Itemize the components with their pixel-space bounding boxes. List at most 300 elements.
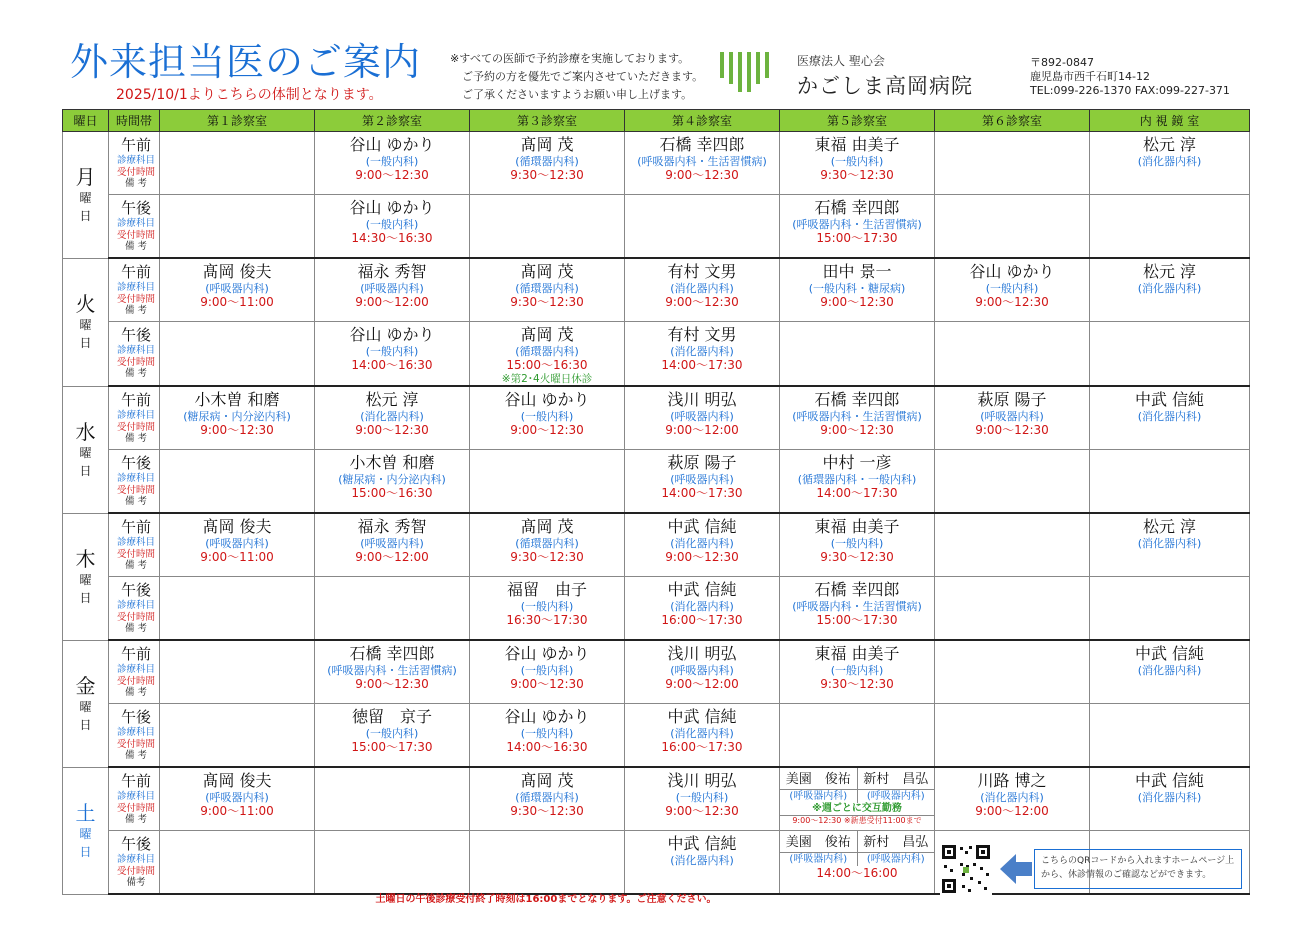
field-label: 備 考 <box>124 496 148 507</box>
day-name: 月 <box>75 164 96 189</box>
slot-label: 午前 <box>120 518 151 536</box>
field-label: 備 考 <box>124 241 148 252</box>
reception-hours: 9:00～12:30 <box>665 804 739 818</box>
field-label: 診療科目 <box>116 664 155 675</box>
room-cell <box>315 450 470 514</box>
room-cell <box>625 704 780 768</box>
reception-hours: 15:00～17:30 <box>816 613 898 627</box>
day-cell <box>63 767 109 894</box>
reception-hours: 9:00～12:30 <box>355 423 429 437</box>
room-cell <box>780 513 935 577</box>
reception-hours: 9:00～12:30 <box>665 550 739 564</box>
doctor-dept: (一般内科) <box>830 155 884 168</box>
time-slot-cell <box>109 258 160 322</box>
day-name: 土 <box>75 800 96 825</box>
doctor-dept: (消化器内科) <box>1137 537 1202 550</box>
reception-hours: 9:00～12:30 <box>510 423 584 437</box>
room-cell <box>470 322 625 387</box>
room-cell <box>160 195 315 259</box>
room-cell <box>160 640 315 704</box>
time-slot-cell <box>109 386 160 450</box>
field-label: 受付時間 <box>116 293 155 305</box>
time-slot-cell <box>109 704 160 768</box>
reception-hours: 16:30～17:30 <box>506 613 588 627</box>
reception-hours: 9:00～12:30 <box>510 677 584 691</box>
col-header: 内 視 鏡 室 <box>1090 110 1250 132</box>
schedule-row <box>63 513 1250 577</box>
col-header: 第６診察室 <box>935 110 1090 132</box>
reception-hours: 15:00～17:30 <box>351 740 433 754</box>
doctor-dept: (呼吸器内科・生活習慣病) <box>792 600 922 613</box>
doctor-dept: (消化器内科) <box>980 791 1044 804</box>
doctor-dept: (呼吸器内科) <box>670 473 734 486</box>
room-cell <box>935 195 1090 259</box>
doctor-dept: (消化器内科) <box>670 537 734 550</box>
reception-hours: 9:30～12:30 <box>510 295 584 309</box>
doctor-name: 東福 由美子 <box>814 644 900 663</box>
schedule-row <box>63 704 1250 768</box>
room-cell <box>780 322 935 387</box>
reception-hours: 15:00～16:30 <box>351 486 433 500</box>
room-cell <box>1090 577 1250 641</box>
time-slot-cell <box>109 831 160 895</box>
page-subtitle: 2025/10/1よりこちらの体制となります。 <box>116 87 383 103</box>
time-slot-cell <box>109 322 160 387</box>
reception-hours: 14:00～16:30 <box>351 358 433 372</box>
doctor-name: 有村 文男 <box>667 262 737 281</box>
field-label: 受付時間 <box>116 802 155 814</box>
room-cell <box>780 195 935 259</box>
room-cell <box>1090 258 1250 322</box>
reception-hours: 9:00～11:00 <box>200 804 274 818</box>
reception-hours: 9:00～12:00 <box>975 804 1049 818</box>
room-cell <box>780 258 935 322</box>
col-header: 時間帯 <box>109 110 160 132</box>
qr-code-icon[interactable] <box>940 843 992 895</box>
field-label: 診療科目 <box>116 854 155 865</box>
reception-hours: 16:00～17:30 <box>661 613 743 627</box>
doctor-name: 中武 信純 <box>667 580 737 599</box>
slot-label: 午前 <box>120 136 151 154</box>
room-cell <box>470 767 625 831</box>
slot-label: 午後 <box>120 581 151 599</box>
reception-hours: 14:00～16:00 <box>816 866 898 880</box>
doctor-name: 石橋 幸四郎 <box>659 135 745 154</box>
doctor-dept: (一般内科) <box>520 664 574 677</box>
day-suffix: 曜 <box>79 699 92 714</box>
room-cell <box>625 767 780 831</box>
field-label: 受付時間 <box>116 738 155 750</box>
room-cell <box>1090 513 1250 577</box>
time-slot-cell <box>109 132 160 195</box>
room-cell <box>935 577 1090 641</box>
col-header: 第１診察室 <box>160 110 315 132</box>
doctor-dept: (消化器内科) <box>1137 410 1202 423</box>
doctor-name: 中武 信純 <box>1134 771 1205 790</box>
reception-hours: 15:00～17:30 <box>816 231 898 245</box>
doctor-dept: (一般内科) <box>520 600 574 613</box>
room-cell <box>935 704 1090 768</box>
doctor-name: 福永 秀智 <box>357 517 427 536</box>
room-cell <box>470 258 625 322</box>
doctor-name: 萩原 陽子 <box>667 453 737 472</box>
room-cell <box>470 450 625 514</box>
doctor-dept: (一般内科) <box>365 727 419 740</box>
room-cell <box>315 767 470 831</box>
saturday-notice: 土曜日の午後診療受付終了時刻は16:00までとなります。ご注意ください。 <box>375 894 717 905</box>
doctor-dept: (消化器内科) <box>1137 155 1202 168</box>
day-suffix: 曜 <box>79 445 92 460</box>
room-cell <box>315 386 470 450</box>
doctor-name: 石橋 幸四郎 <box>814 198 900 217</box>
room-cell <box>935 767 1090 831</box>
doctor-dept: (消化器内科) <box>670 345 734 358</box>
day-suffix: 曜 <box>79 190 92 205</box>
col-header: 第２診察室 <box>315 110 470 132</box>
doctor-dept: (一般内科) <box>675 791 729 804</box>
reception-hours: 9:30～12:30 <box>820 168 894 182</box>
doctor-dept: (消化器内科) <box>670 727 734 740</box>
doctor-name: 東福 由美子 <box>814 517 900 536</box>
doctor-name: 田中 景一 <box>822 262 892 281</box>
doctor-name: 髙岡 俊夫 <box>202 771 272 790</box>
reception-hours: 14:00～17:30 <box>816 486 898 500</box>
room-cell <box>780 640 935 704</box>
reception-hours: 9:00～11:00 <box>200 295 274 309</box>
reception-hours: 9:30～12:30 <box>820 550 894 564</box>
room-cell <box>160 386 315 450</box>
room-cell <box>160 322 315 387</box>
day-suffix: 曜 <box>79 318 92 332</box>
time-slot-cell <box>109 767 160 831</box>
time-slot-cell <box>109 195 160 259</box>
field-label: 診療科目 <box>116 218 155 229</box>
doctor-dept: (糖尿病・内分泌内科) <box>338 473 446 486</box>
room-cell <box>625 322 780 387</box>
doctor-dept: (一般内科) <box>830 537 884 550</box>
doctor-dept: (一般内科) <box>520 410 574 423</box>
doctor-name: 新村 昌弘 <box>863 772 929 787</box>
room-cell <box>470 513 625 577</box>
slot-label: 午前 <box>120 263 151 281</box>
field-label: 診療科目 <box>116 600 155 611</box>
field-label: 備 考 <box>124 560 148 571</box>
reception-hours: 9:00～12:30 <box>355 677 429 691</box>
slot-label: 午後 <box>120 708 151 726</box>
reception-hours: 9:00～12:30 <box>665 295 739 309</box>
doctor-dept: (一般内科) <box>365 218 419 231</box>
room-cell <box>1090 322 1250 387</box>
doctor-dept: (呼吸器内科) <box>858 852 935 866</box>
room-cell <box>470 132 625 195</box>
room-cell <box>935 132 1090 195</box>
schedule-row <box>63 767 1250 831</box>
field-label: 診療科目 <box>116 282 155 293</box>
col-header: 第４診察室 <box>625 110 780 132</box>
header-row <box>63 110 1250 132</box>
doctor-dept: (呼吸器内科) <box>780 852 857 866</box>
day-suffix: 日 <box>79 208 92 223</box>
address-block <box>1030 56 1230 98</box>
doctor-dept: (呼吸器内科) <box>780 789 857 803</box>
doctor-name: 中武 信純 <box>667 834 737 853</box>
shared-doctors <box>780 768 934 803</box>
reservation-notice <box>450 50 703 104</box>
doctor-dept: (一般内科) <box>365 155 419 168</box>
room-cell <box>780 831 935 895</box>
arrow-left-icon <box>998 851 1034 887</box>
day-suffix: 日 <box>79 463 92 478</box>
col-header: 第５診察室 <box>780 110 935 132</box>
reception-hours: 9:00～12:00 <box>355 295 429 309</box>
doctor-name: 浅川 明弘 <box>667 771 737 790</box>
room-cell <box>315 577 470 641</box>
shared-doctor <box>780 768 858 803</box>
doctor-name: 徳留 京子 <box>351 707 432 726</box>
room-cell <box>935 258 1090 322</box>
field-label: 診療科目 <box>116 410 155 421</box>
doctor-dept: (一般内科・糖尿病) <box>808 282 906 295</box>
doctor-name: 石橋 幸四郎 <box>814 580 900 599</box>
doctor-dept: (糖尿病・内分泌内科) <box>183 410 291 423</box>
doctor-name: 川路 博之 <box>977 771 1047 790</box>
room-cell <box>160 258 315 322</box>
doctor-name: 中武 信純 <box>667 517 737 536</box>
reception-hours: 9:00～12:00 <box>665 677 739 691</box>
postal-code: 〒892-0847 <box>1030 56 1094 69</box>
doctor-dept: (一般内科) <box>985 282 1039 295</box>
doctor-dept: (呼吸器内科) <box>205 537 269 550</box>
doctor-name: 髙岡 俊夫 <box>202 262 272 281</box>
room-cell <box>780 132 935 195</box>
room-cell <box>935 513 1090 577</box>
room-cell <box>470 386 625 450</box>
field-label: 診療科目 <box>116 537 155 548</box>
reception-hours: 9:00～12:30 <box>355 168 429 182</box>
field-label: 診療科目 <box>116 791 155 802</box>
day-name: 木 <box>75 546 96 571</box>
field-label: 備 考 <box>124 368 148 379</box>
reception-hours: 9:30～12:30 <box>510 550 584 564</box>
reception-hours: 9:00～12:30 <box>975 295 1049 309</box>
day-suffix: 曜 <box>79 572 92 587</box>
field-label: 備 考 <box>124 178 148 189</box>
room-cell <box>780 767 935 831</box>
doctor-dept: (呼吸器内科) <box>980 410 1044 423</box>
reception-hours: 9:00～12:00 <box>355 550 429 564</box>
room-cell <box>160 831 315 895</box>
day-suffix: 日 <box>79 844 92 859</box>
doctor-dept: (呼吸器内科) <box>670 410 734 423</box>
slot-label: 午前 <box>120 391 151 409</box>
doctor-name: 萩原 陽子 <box>977 390 1047 409</box>
reception-hours: 9:30～12:30 <box>510 168 584 182</box>
time-slot-cell <box>109 513 160 577</box>
doctor-name: 谷山 ゆかり <box>504 644 590 663</box>
reception-hours: 9:00～12:30 <box>820 423 894 437</box>
field-label: 受付時間 <box>116 865 155 877</box>
doctor-name: 福留 由子 <box>506 580 587 599</box>
doctor-dept: (循環器内科) <box>515 791 579 804</box>
doctor-name: 谷山 ゆかり <box>349 135 435 154</box>
room-cell <box>470 640 625 704</box>
doctor-name: 福永 秀智 <box>357 262 427 281</box>
reception-hours: 9:30～12:30 <box>510 804 584 818</box>
shared-doctors <box>780 831 934 866</box>
day-suffix: 日 <box>79 717 92 732</box>
doctor-dept: (消化器内科) <box>1137 791 1202 804</box>
doctor-dept: (呼吸器内科) <box>858 789 935 803</box>
reception-hours: 9:00～12:30 <box>975 423 1049 437</box>
doctor-name: 髙岡 茂 <box>520 262 574 281</box>
reception-hours: 9:00～12:30 <box>665 168 739 182</box>
reception-hours: 9:00～12:30 <box>820 295 894 309</box>
room-cell <box>160 132 315 195</box>
day-cell <box>63 258 109 386</box>
doctor-dept: (呼吸器内科・生活習慣病) <box>792 410 922 423</box>
room-cell <box>625 513 780 577</box>
room-cell <box>315 132 470 195</box>
day-name: 火 <box>75 292 96 316</box>
schedule-row <box>63 322 1250 387</box>
field-label: 備 考 <box>124 687 148 698</box>
doctor-dept: (一般内科) <box>830 664 884 677</box>
schedule-row <box>63 450 1250 514</box>
doctor-name: 谷山 ゆかり <box>504 707 590 726</box>
room-cell <box>160 577 315 641</box>
doctor-name: 髙岡 茂 <box>520 517 574 536</box>
room-cell <box>315 195 470 259</box>
field-label: 備 考 <box>124 623 148 634</box>
schedule-row <box>63 258 1250 322</box>
doctor-dept: (一般内科) <box>520 727 574 740</box>
doctor-name: 松元 淳 <box>1142 262 1197 281</box>
room-cell <box>315 640 470 704</box>
reception-hours: 15:00～16:30 <box>506 358 588 372</box>
room-cell <box>935 322 1090 387</box>
doctor-dept: (呼吸器内科) <box>360 282 424 295</box>
doctor-dept: (循環器内科) <box>515 282 579 295</box>
doctor-dept: (消化器内科) <box>670 600 734 613</box>
doctor-name: 中武 信純 <box>1134 644 1205 663</box>
doctor-dept: (消化器内科) <box>1137 282 1202 295</box>
doctor-name: 谷山 ゆかり <box>504 390 590 409</box>
doctor-dept: (循環器内科) <box>515 345 579 358</box>
room-cell <box>315 831 470 895</box>
room-cell <box>315 322 470 387</box>
room-cell <box>470 195 625 259</box>
doctor-dept: (消化器内科) <box>670 282 734 295</box>
field-label: 受付時間 <box>116 611 155 623</box>
notice-line: ご予約の方を優先でご案内させていただきます。 <box>462 70 704 83</box>
room-cell <box>315 258 470 322</box>
doctor-name: 髙岡 茂 <box>520 771 574 790</box>
room-cell <box>625 386 780 450</box>
doctor-name: 松元 淳 <box>1142 135 1197 154</box>
field-label: 備 考 <box>124 814 148 825</box>
reception-hours: 9:00～12:00 <box>665 423 739 437</box>
field-label: 受付時間 <box>116 356 155 368</box>
doctor-name: 谷山 ゆかり <box>349 198 435 217</box>
reception-hours: 9:00～12:30 ※新患受付11:00まで <box>780 815 934 826</box>
doctor-name: 髙岡 茂 <box>520 135 574 154</box>
doctor-dept: (循環器内科) <box>515 155 579 168</box>
reception-hours: 14:30～16:30 <box>351 231 433 245</box>
schedule-body <box>63 132 1250 895</box>
doctor-dept: (呼吸器内科・生活習慣病) <box>637 155 767 168</box>
room-cell <box>1090 195 1250 259</box>
schedule-note: ※週ごとに交互勤務 <box>812 803 902 814</box>
doctor-name: 松元 淳 <box>365 390 419 409</box>
reception-hours: 9:00～12:30 <box>200 423 274 437</box>
room-cell <box>935 450 1090 514</box>
field-label: 受付時間 <box>116 166 155 178</box>
doctor-dept: (消化器内科) <box>1137 664 1202 677</box>
room-cell <box>470 704 625 768</box>
field-label: 診療科目 <box>116 345 155 356</box>
doctor-name: 谷山 ゆかり <box>969 262 1055 281</box>
room-cell <box>625 258 780 322</box>
org-name: 医療法人 聖心会 <box>797 54 885 68</box>
doctor-dept: (呼吸器内科) <box>205 791 269 804</box>
day-name: 金 <box>75 673 96 698</box>
room-cell <box>625 577 780 641</box>
room-cell <box>315 704 470 768</box>
schedule-row <box>63 577 1250 641</box>
doctor-name: 美園 俊祐 <box>785 772 851 787</box>
schedule-row <box>63 132 1250 195</box>
doctor-dept: (呼吸器内科) <box>360 537 424 550</box>
slot-label: 午後 <box>120 199 151 217</box>
doctor-dept: (呼吸器内科・生活習慣病) <box>327 664 457 677</box>
field-label: 受付時間 <box>116 484 155 496</box>
doctor-name: 中武 信純 <box>1134 390 1205 409</box>
field-label: 診療科目 <box>116 155 155 166</box>
room-cell <box>625 195 780 259</box>
shared-doctor <box>858 831 935 866</box>
doctor-dept: (消化器内科) <box>670 854 734 867</box>
slot-label: 午後 <box>120 835 151 853</box>
room-cell <box>160 704 315 768</box>
doctor-dept: (循環器内科・一般内科) <box>797 473 917 486</box>
doctor-dept: (呼吸器内科) <box>670 664 734 677</box>
reception-hours: 14:00～17:30 <box>661 486 743 500</box>
room-cell <box>1090 132 1250 195</box>
room-cell <box>935 386 1090 450</box>
schedule-table <box>62 109 1250 895</box>
field-label: 受付時間 <box>116 675 155 687</box>
room-cell <box>780 450 935 514</box>
day-suffix: 日 <box>79 590 92 605</box>
reception-hours: 14:00～17:30 <box>661 358 743 372</box>
room-cell <box>1090 767 1250 831</box>
field-label: 備考 <box>126 877 146 888</box>
field-label: 備 考 <box>124 750 148 761</box>
room-cell <box>470 831 625 895</box>
time-slot-cell <box>109 450 160 514</box>
field-label: 診療科目 <box>116 473 155 484</box>
room-cell <box>625 132 780 195</box>
room-cell <box>160 767 315 831</box>
field-label: 備 考 <box>124 305 148 316</box>
doctor-name: 小木曽 和磨 <box>349 453 435 472</box>
doctor-name: 美園 俊祐 <box>785 835 851 850</box>
field-label: 備 考 <box>124 433 148 444</box>
doctor-name: 石橋 幸四郎 <box>814 390 900 409</box>
room-cell <box>160 450 315 514</box>
col-header: 第３診察室 <box>470 110 625 132</box>
shared-doctor <box>780 831 858 866</box>
